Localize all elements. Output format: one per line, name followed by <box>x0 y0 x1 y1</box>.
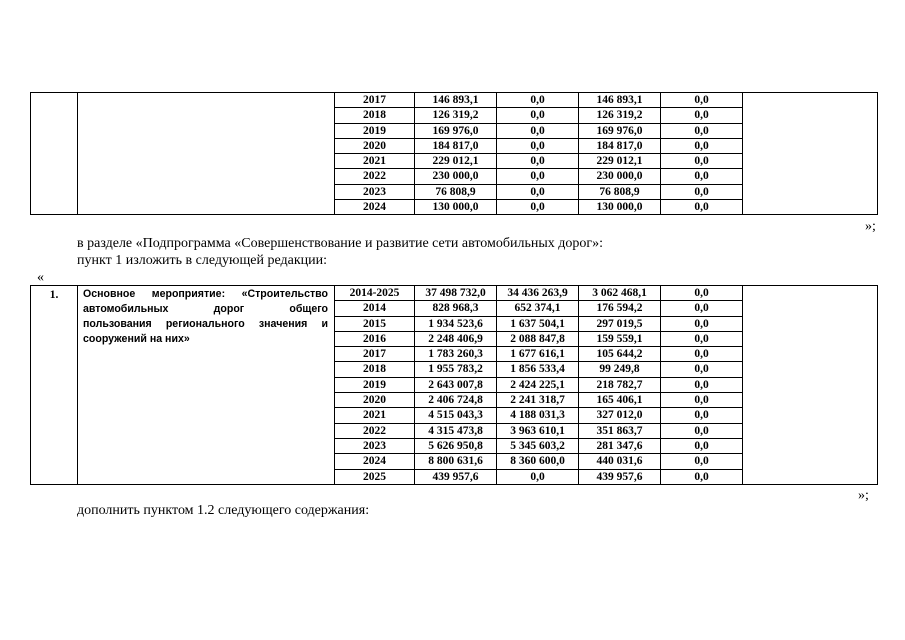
federal-cell: 0,0 <box>497 123 579 138</box>
total-cell: 146 893,1 <box>415 93 497 108</box>
year-cell: 2022 <box>335 169 415 184</box>
federal-cell: 3 963 610,1 <box>497 423 579 438</box>
federal-cell: 0,0 <box>497 108 579 123</box>
item-number: 1. <box>31 286 78 485</box>
other-cell: 0,0 <box>661 123 743 138</box>
year-cell: 2021 <box>335 408 415 423</box>
other-cell: 0,0 <box>661 138 743 153</box>
year-cell: 2019 <box>335 123 415 138</box>
year-cell: 2018 <box>335 362 415 377</box>
regional-cell: 169 976,0 <box>579 123 661 138</box>
closing-quote-2: »; <box>858 488 869 503</box>
federal-cell: 0,0 <box>497 154 579 169</box>
total-cell: 169 976,0 <box>415 123 497 138</box>
regional-cell: 230 000,0 <box>579 169 661 184</box>
other-cell: 0,0 <box>661 154 743 169</box>
description-cell <box>78 93 335 215</box>
year-cell: 2017 <box>335 347 415 362</box>
federal-cell: 0,0 <box>497 469 579 484</box>
other-cell: 0,0 <box>661 331 743 346</box>
total-cell: 828 968,3 <box>415 301 497 316</box>
other-cell: 0,0 <box>661 393 743 408</box>
total-cell: 4 515 043,3 <box>415 408 497 423</box>
federal-cell: 2 088 847,8 <box>497 331 579 346</box>
federal-cell: 1 677 616,1 <box>497 347 579 362</box>
total-cell: 5 626 950,8 <box>415 438 497 453</box>
budget-table-item-1 <box>30 285 878 485</box>
federal-cell: 0,0 <box>497 169 579 184</box>
regional-cell: 327 012,0 <box>579 408 661 423</box>
description-line: пользования регионального значения и <box>83 318 328 330</box>
year-cell: 2018 <box>335 108 415 123</box>
total-cell: 230 000,0 <box>415 169 497 184</box>
year-cell: 2017 <box>335 93 415 108</box>
total-cell: 8 800 631,6 <box>415 454 497 469</box>
regional-cell: 99 249,8 <box>579 362 661 377</box>
year-cell: 2016 <box>335 331 415 346</box>
year-cell: 2023 <box>335 184 415 199</box>
regional-cell: 184 817,0 <box>579 138 661 153</box>
year-cell: 2024 <box>335 200 415 215</box>
item-description <box>78 286 335 485</box>
regional-cell: 440 031,6 <box>579 454 661 469</box>
description-line: автомобильных дорог общего <box>83 303 328 315</box>
year-cell: 2014 <box>335 301 415 316</box>
other-cell: 0,0 <box>661 108 743 123</box>
total-cell: 2 643 007,8 <box>415 377 497 392</box>
number-cell <box>31 93 78 215</box>
description-line: Основное мероприятие: «Строительство <box>83 288 328 300</box>
regional-cell: 351 863,7 <box>579 423 661 438</box>
regional-cell: 176 594,2 <box>579 301 661 316</box>
other-cell: 0,0 <box>661 301 743 316</box>
total-cell: 37 498 732,0 <box>415 286 497 301</box>
total-cell: 1 783 260,3 <box>415 347 497 362</box>
regional-cell: 146 893,1 <box>579 93 661 108</box>
regional-cell: 218 782,7 <box>579 377 661 392</box>
table-row <box>31 286 878 301</box>
closing-quote-1: »; <box>865 219 876 234</box>
federal-cell: 1 856 533,4 <box>497 362 579 377</box>
table-row <box>31 93 878 108</box>
year-cell: 2019 <box>335 377 415 392</box>
year-cell: 2023 <box>335 438 415 453</box>
year-cell: 2020 <box>335 393 415 408</box>
total-cell: 4 315 473,8 <box>415 423 497 438</box>
regional-cell: 159 559,1 <box>579 331 661 346</box>
federal-cell: 0,0 <box>497 184 579 199</box>
regional-cell: 126 319,2 <box>579 108 661 123</box>
total-cell: 184 817,0 <box>415 138 497 153</box>
federal-cell: 8 360 600,0 <box>497 454 579 469</box>
other-cell: 0,0 <box>661 316 743 331</box>
other-cell: 0,0 <box>661 438 743 453</box>
other-cell: 0,0 <box>661 184 743 199</box>
federal-cell: 2 241 318,7 <box>497 393 579 408</box>
regional-cell: 105 644,2 <box>579 347 661 362</box>
regional-cell: 76 808,9 <box>579 184 661 199</box>
regional-cell: 229 012,1 <box>579 154 661 169</box>
year-cell: 2014-2025 <box>335 286 415 301</box>
federal-cell: 2 424 225,1 <box>497 377 579 392</box>
total-cell: 1 934 523,6 <box>415 316 497 331</box>
federal-cell: 1 637 504,1 <box>497 316 579 331</box>
total-cell: 229 012,1 <box>415 154 497 169</box>
federal-cell: 0,0 <box>497 93 579 108</box>
federal-cell: 0,0 <box>497 200 579 215</box>
other-cell: 0,0 <box>661 469 743 484</box>
other-cell: 0,0 <box>661 408 743 423</box>
federal-cell: 34 436 263,9 <box>497 286 579 301</box>
regional-cell: 3 062 468,1 <box>579 286 661 301</box>
year-cell: 2024 <box>335 454 415 469</box>
other-cell: 0,0 <box>661 454 743 469</box>
regional-cell: 281 347,6 <box>579 438 661 453</box>
description-line: сооружений на них» <box>83 333 190 345</box>
regional-cell: 297 019,5 <box>579 316 661 331</box>
other-cell: 0,0 <box>661 362 743 377</box>
federal-cell: 5 345 603,2 <box>497 438 579 453</box>
year-cell: 2021 <box>335 154 415 169</box>
other-cell: 0,0 <box>661 286 743 301</box>
year-cell: 2025 <box>335 469 415 484</box>
regional-cell: 130 000,0 <box>579 200 661 215</box>
regional-cell: 165 406,1 <box>579 393 661 408</box>
other-cell: 0,0 <box>661 423 743 438</box>
federal-cell: 4 188 031,3 <box>497 408 579 423</box>
year-cell: 2015 <box>335 316 415 331</box>
total-cell: 2 248 406,9 <box>415 331 497 346</box>
opening-quote: « <box>37 270 44 285</box>
year-cell: 2020 <box>335 138 415 153</box>
other-cell: 0,0 <box>661 377 743 392</box>
regional-cell: 439 957,6 <box>579 469 661 484</box>
total-cell: 1 955 783,2 <box>415 362 497 377</box>
item-paragraph: пункт 1 изложить в следующей редакции: <box>77 253 327 268</box>
other-cell: 0,0 <box>661 200 743 215</box>
year-cell: 2022 <box>335 423 415 438</box>
federal-cell: 652 374,1 <box>497 301 579 316</box>
budget-table-continuation <box>30 92 878 215</box>
notes-cell <box>743 93 878 215</box>
total-cell: 76 808,9 <box>415 184 497 199</box>
federal-cell: 0,0 <box>497 138 579 153</box>
other-cell: 0,0 <box>661 347 743 362</box>
total-cell: 126 319,2 <box>415 108 497 123</box>
total-cell: 439 957,6 <box>415 469 497 484</box>
total-cell: 2 406 724,8 <box>415 393 497 408</box>
notes-cell <box>743 286 878 485</box>
other-cell: 0,0 <box>661 169 743 184</box>
section-paragraph: в разделе «Подпрограмма «Совершенствование и развитие сети автомобильных дорог»: <box>77 236 604 251</box>
addition-paragraph: дополнить пунктом 1.2 следующего содержания: <box>77 503 370 518</box>
other-cell: 0,0 <box>661 93 743 108</box>
total-cell: 130 000,0 <box>415 200 497 215</box>
